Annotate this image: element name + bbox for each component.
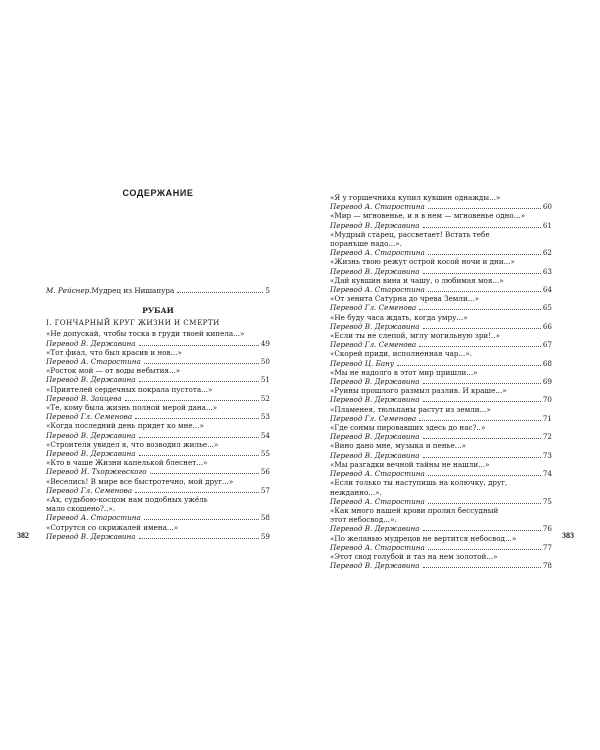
toc-entry	[330, 276, 552, 294]
toc-entry	[330, 257, 552, 275]
toc-entry	[46, 348, 270, 366]
translator-name: Перевод В. Державина	[46, 449, 136, 459]
dot-leader	[423, 457, 541, 458]
toc-entry	[46, 403, 270, 421]
translator-name: Перевод В. Державина	[330, 321, 420, 331]
translator-name: Перевод А. Старостина	[330, 248, 425, 258]
poem-first-line: «Скорей приди, исполненная чар...».	[330, 349, 473, 359]
toc-entry	[330, 405, 552, 423]
dot-leader	[397, 365, 541, 366]
translator-name: Перевод Гл. Семенова	[330, 413, 417, 423]
dot-leader	[428, 208, 541, 209]
toc-entry	[330, 506, 552, 534]
translator-line	[330, 340, 552, 349]
poem-first-line: «Как много нашей крови пролил бессудный	[330, 505, 499, 515]
toc-entry	[330, 331, 552, 349]
translator-line	[46, 412, 270, 421]
translator-line	[46, 467, 270, 476]
page-number: 61	[542, 220, 552, 230]
poem-first-line: «Росток мой — от воды небытия...»	[46, 366, 181, 376]
toc-entry	[46, 495, 270, 523]
translator-line	[330, 377, 552, 386]
translator-name: Перевод В. Державина	[46, 430, 136, 440]
translator-name: Перевод Гл. Семенова	[46, 412, 133, 422]
page-number: 59	[260, 531, 270, 541]
translator-line	[46, 357, 270, 366]
dot-leader	[125, 400, 259, 401]
poem-first-line: «Мы не надолго в этот мир пришли...»	[330, 367, 478, 377]
chapter-title: I. ГОНЧАРНЫЙ КРУГ ЖИЗНИ И СМЕРТИ	[46, 318, 220, 328]
dot-leader	[423, 328, 541, 329]
translator-name: Перевод В. Державина	[46, 338, 136, 348]
toc-entry	[330, 211, 552, 229]
poem-first-line: этот небосвод...».	[330, 515, 397, 525]
poem-first-line: «Мы разгадки вечной тайны не нашли...»	[330, 459, 490, 469]
page-number: 52	[260, 393, 270, 403]
poem-first-line: «От зенита Сатурна до чрева Земли...»	[330, 294, 479, 304]
translator-name: Перевод Гл. Семенова	[330, 303, 417, 313]
dot-leader	[419, 346, 541, 347]
translator-line	[46, 513, 270, 522]
dot-leader	[419, 420, 541, 421]
dot-leader	[428, 475, 541, 476]
poem-first-line: «Не буду часа ждать, когда умру...»	[330, 312, 468, 322]
translator-name: Перевод В. Державина	[46, 531, 136, 541]
poem-first-line: «Если только ты наступишь на колючку, друг,	[330, 478, 508, 488]
poem-first-line: «Руины прошлого размыл разлив. И краше...»	[330, 386, 507, 396]
poem-first-line: «Этот свод голубой и таз на нем золотой...»	[330, 551, 498, 561]
toc-entry	[330, 313, 552, 331]
toc-entry	[330, 230, 552, 258]
translator-line	[330, 432, 552, 441]
dot-leader	[139, 538, 259, 539]
dot-leader	[428, 549, 541, 550]
page-number: 53	[260, 412, 270, 422]
poem-first-line: «По желанью мудрецов не вертится небосвод...»	[330, 533, 517, 543]
poem-first-line: «Мудрый старец, рассветает! Встать тебе	[330, 229, 490, 239]
poem-first-line: «Когда последний день придет ко мне...»	[46, 421, 204, 431]
translator-line	[46, 431, 270, 440]
dot-leader	[423, 567, 541, 568]
page-number: 62	[542, 248, 552, 258]
toc-entry	[330, 349, 552, 367]
page-number: 69	[542, 377, 552, 387]
page-number: 63	[542, 266, 552, 276]
dot-leader	[135, 492, 259, 493]
toc-entry	[330, 441, 552, 459]
page-number: 54	[260, 430, 270, 440]
toc-entry	[330, 534, 552, 552]
translator-name: Перевод В. Державина	[330, 432, 420, 442]
toc-entry	[330, 386, 552, 404]
page-number: 75	[542, 496, 552, 506]
translator-line	[330, 267, 552, 276]
translator-line	[330, 497, 552, 506]
dot-leader	[144, 519, 259, 520]
toc-entry	[330, 552, 552, 570]
dot-leader	[423, 273, 541, 274]
translator-name: Перевод В. Державина	[330, 450, 420, 460]
translator-name: Перевод А. Старостина	[330, 496, 425, 506]
page-number: 71	[542, 413, 552, 423]
translator-name: Перевод В. Державина	[330, 524, 420, 534]
dot-leader	[423, 401, 541, 402]
translator-name: Перевод А. Старостина	[330, 202, 425, 212]
section-rubai	[46, 306, 270, 541]
dot-leader	[150, 473, 259, 474]
page-number: 49	[260, 338, 270, 348]
dot-leader	[419, 309, 541, 310]
intro-title: Мудрец из Нишапура	[91, 286, 175, 295]
translator-line	[46, 532, 270, 541]
translator-name: Перевод В. Державина	[46, 375, 136, 385]
translator-line	[46, 339, 270, 348]
left-entry-list	[46, 329, 270, 541]
page-number: 55	[260, 449, 270, 459]
translator-line	[46, 394, 270, 403]
poem-first-line: «Дай кувшин вина и чашу, о любимая моя...»	[330, 275, 504, 285]
intro-entry	[46, 286, 270, 295]
toc-entry	[46, 421, 270, 439]
poem-first-line: «Кто в чаше Жизни капелькой блеснет...»	[46, 458, 208, 468]
page-number: 74	[542, 469, 552, 479]
translator-name: Перевод В. Державина	[330, 266, 420, 276]
page-number: 76	[542, 524, 552, 534]
dot-leader	[135, 418, 259, 419]
page-number: 57	[260, 485, 270, 495]
dot-leader	[428, 503, 541, 504]
poem-first-line: «Ах, судьбою-косцом нам подобных уже́ль	[46, 495, 208, 505]
poem-first-line: поранъше надо...».	[330, 239, 402, 249]
dot-leader	[139, 345, 259, 346]
poem-first-line: «Жизнь твою режут острой косой ночи и дни...»	[330, 257, 515, 267]
translator-line	[46, 486, 270, 495]
translator-name: Перевод В. Державина	[330, 377, 420, 387]
toc-entry	[46, 329, 270, 347]
toc-entry	[330, 423, 552, 441]
translator-name: Перевод А. Старостина	[330, 542, 425, 552]
right-entry-list	[330, 193, 552, 570]
translator-name: Перевод А. Старостина	[46, 513, 141, 523]
translator-line	[330, 221, 552, 230]
translator-line	[330, 303, 552, 312]
translator-line	[330, 285, 552, 294]
translator-line	[330, 322, 552, 331]
dot-leader	[139, 437, 259, 438]
page-number: 72	[542, 432, 552, 442]
dot-leader	[428, 291, 541, 292]
page-number: 58	[260, 513, 270, 523]
page-number: 50	[260, 357, 270, 367]
poem-first-line: «Я у горшечника купил кувшин однажды...»	[330, 193, 501, 202]
poem-first-line: «Не допускай, чтобы тоска в груди твоей кипела...»	[46, 329, 245, 339]
toc-entry	[46, 458, 270, 476]
poem-first-line: «Веселись! В мире все быстротечно, мой друг...»	[46, 476, 234, 486]
translator-line	[330, 543, 552, 552]
dot-leader	[423, 530, 541, 531]
poem-first-line: мало скошено?..».	[46, 504, 116, 514]
page-number: 66	[542, 321, 552, 331]
page-number: 5	[265, 286, 270, 295]
translator-line	[46, 375, 270, 384]
translator-name: Перевод А. Старостина	[330, 469, 425, 479]
dot-leader	[423, 438, 541, 439]
translator-line	[330, 248, 552, 257]
poem-first-line: «Приятелей сердечных покрала пустота...»	[46, 384, 213, 394]
translator-line	[330, 395, 552, 404]
translator-name: Перевод Гл. Семенова	[330, 340, 417, 350]
toc-entry	[330, 193, 552, 211]
poem-first-line: «Тот фиал, что был красив и нов...»	[46, 347, 182, 357]
toc-entry	[46, 366, 270, 384]
page-number: 56	[260, 467, 270, 477]
translator-name: Перевод Ц. Бану	[330, 358, 395, 368]
translator-name: Перевод В. Державина	[330, 220, 420, 230]
translator-name: Перевод И. Тхоржевского	[46, 467, 147, 477]
poem-first-line: «Пламенея, тюльпаны растут из земли...»	[330, 404, 491, 414]
dot-leader	[144, 363, 259, 364]
page-number: 51	[260, 375, 270, 385]
translator-line	[330, 414, 552, 423]
toc-entry	[330, 294, 552, 312]
translator-name: Перевод А. Старостина	[46, 357, 141, 367]
toc-entry	[46, 385, 270, 403]
page-number: 67	[542, 340, 552, 350]
section-title: РУБАИ	[142, 306, 174, 315]
translator-name: Перевод А. Старостина	[330, 285, 425, 295]
page-number: 73	[542, 450, 552, 460]
intro-line	[46, 286, 270, 295]
translator-name: Перевод Гл. Семенова	[46, 485, 133, 495]
translator-name: Перевод В. Державина	[330, 395, 420, 405]
toc-entry	[330, 478, 552, 506]
page-number: 68	[542, 358, 552, 368]
translator-line	[46, 449, 270, 458]
intro-author: М. Рейснер.	[46, 286, 92, 295]
dot-leader	[139, 455, 259, 456]
translator-line	[330, 202, 552, 211]
translator-name: Перевод В. Зайцева	[46, 393, 122, 403]
page-number-left: 382	[17, 531, 29, 540]
page-number: 70	[542, 395, 552, 405]
toc-entry	[46, 440, 270, 458]
page-number: 64	[542, 285, 552, 295]
translator-name: Перевод В. Державина	[330, 561, 420, 571]
translator-line	[330, 561, 552, 570]
translator-line	[330, 524, 552, 533]
translator-line	[330, 359, 552, 368]
toc-entry	[46, 523, 270, 541]
poem-first-line: «Где сонмы пировавших здесь до нас?..»	[330, 423, 486, 433]
dot-leader	[177, 292, 263, 293]
page-number: 65	[542, 303, 552, 313]
translator-line	[330, 469, 552, 478]
translator-line	[330, 451, 552, 460]
poem-first-line: «Мир — мгновенье, и я в нем — мгновенье одно...»	[330, 211, 525, 221]
dot-leader	[423, 227, 541, 228]
page-number: 60	[542, 202, 552, 212]
dot-leader	[428, 254, 541, 255]
toc-entry	[46, 477, 270, 495]
poem-first-line: «Если ты не слепой, мглу могильную зри!..»	[330, 331, 501, 341]
dot-leader	[423, 383, 541, 384]
poem-first-line: «Строителя увидел я, что возводил жилье...»	[46, 439, 219, 449]
page-number: 78	[542, 561, 552, 571]
toc-entry	[330, 460, 552, 478]
dot-leader	[139, 381, 259, 382]
poem-first-line: «Сотрутся со скрижалей имена...»	[46, 522, 179, 532]
contents-heading: СОДЕРЖАНИЕ	[122, 188, 194, 198]
toc-entry	[330, 368, 552, 386]
poem-first-line: нежданно...».	[330, 487, 382, 497]
poem-first-line: «Вино дано мне, музыка и пенье...»	[330, 441, 467, 451]
page-number-right: 383	[562, 531, 574, 540]
page-number: 77	[542, 542, 552, 552]
poem-first-line: «Те, кому была жизнь полной мерой дана...»	[46, 403, 218, 413]
